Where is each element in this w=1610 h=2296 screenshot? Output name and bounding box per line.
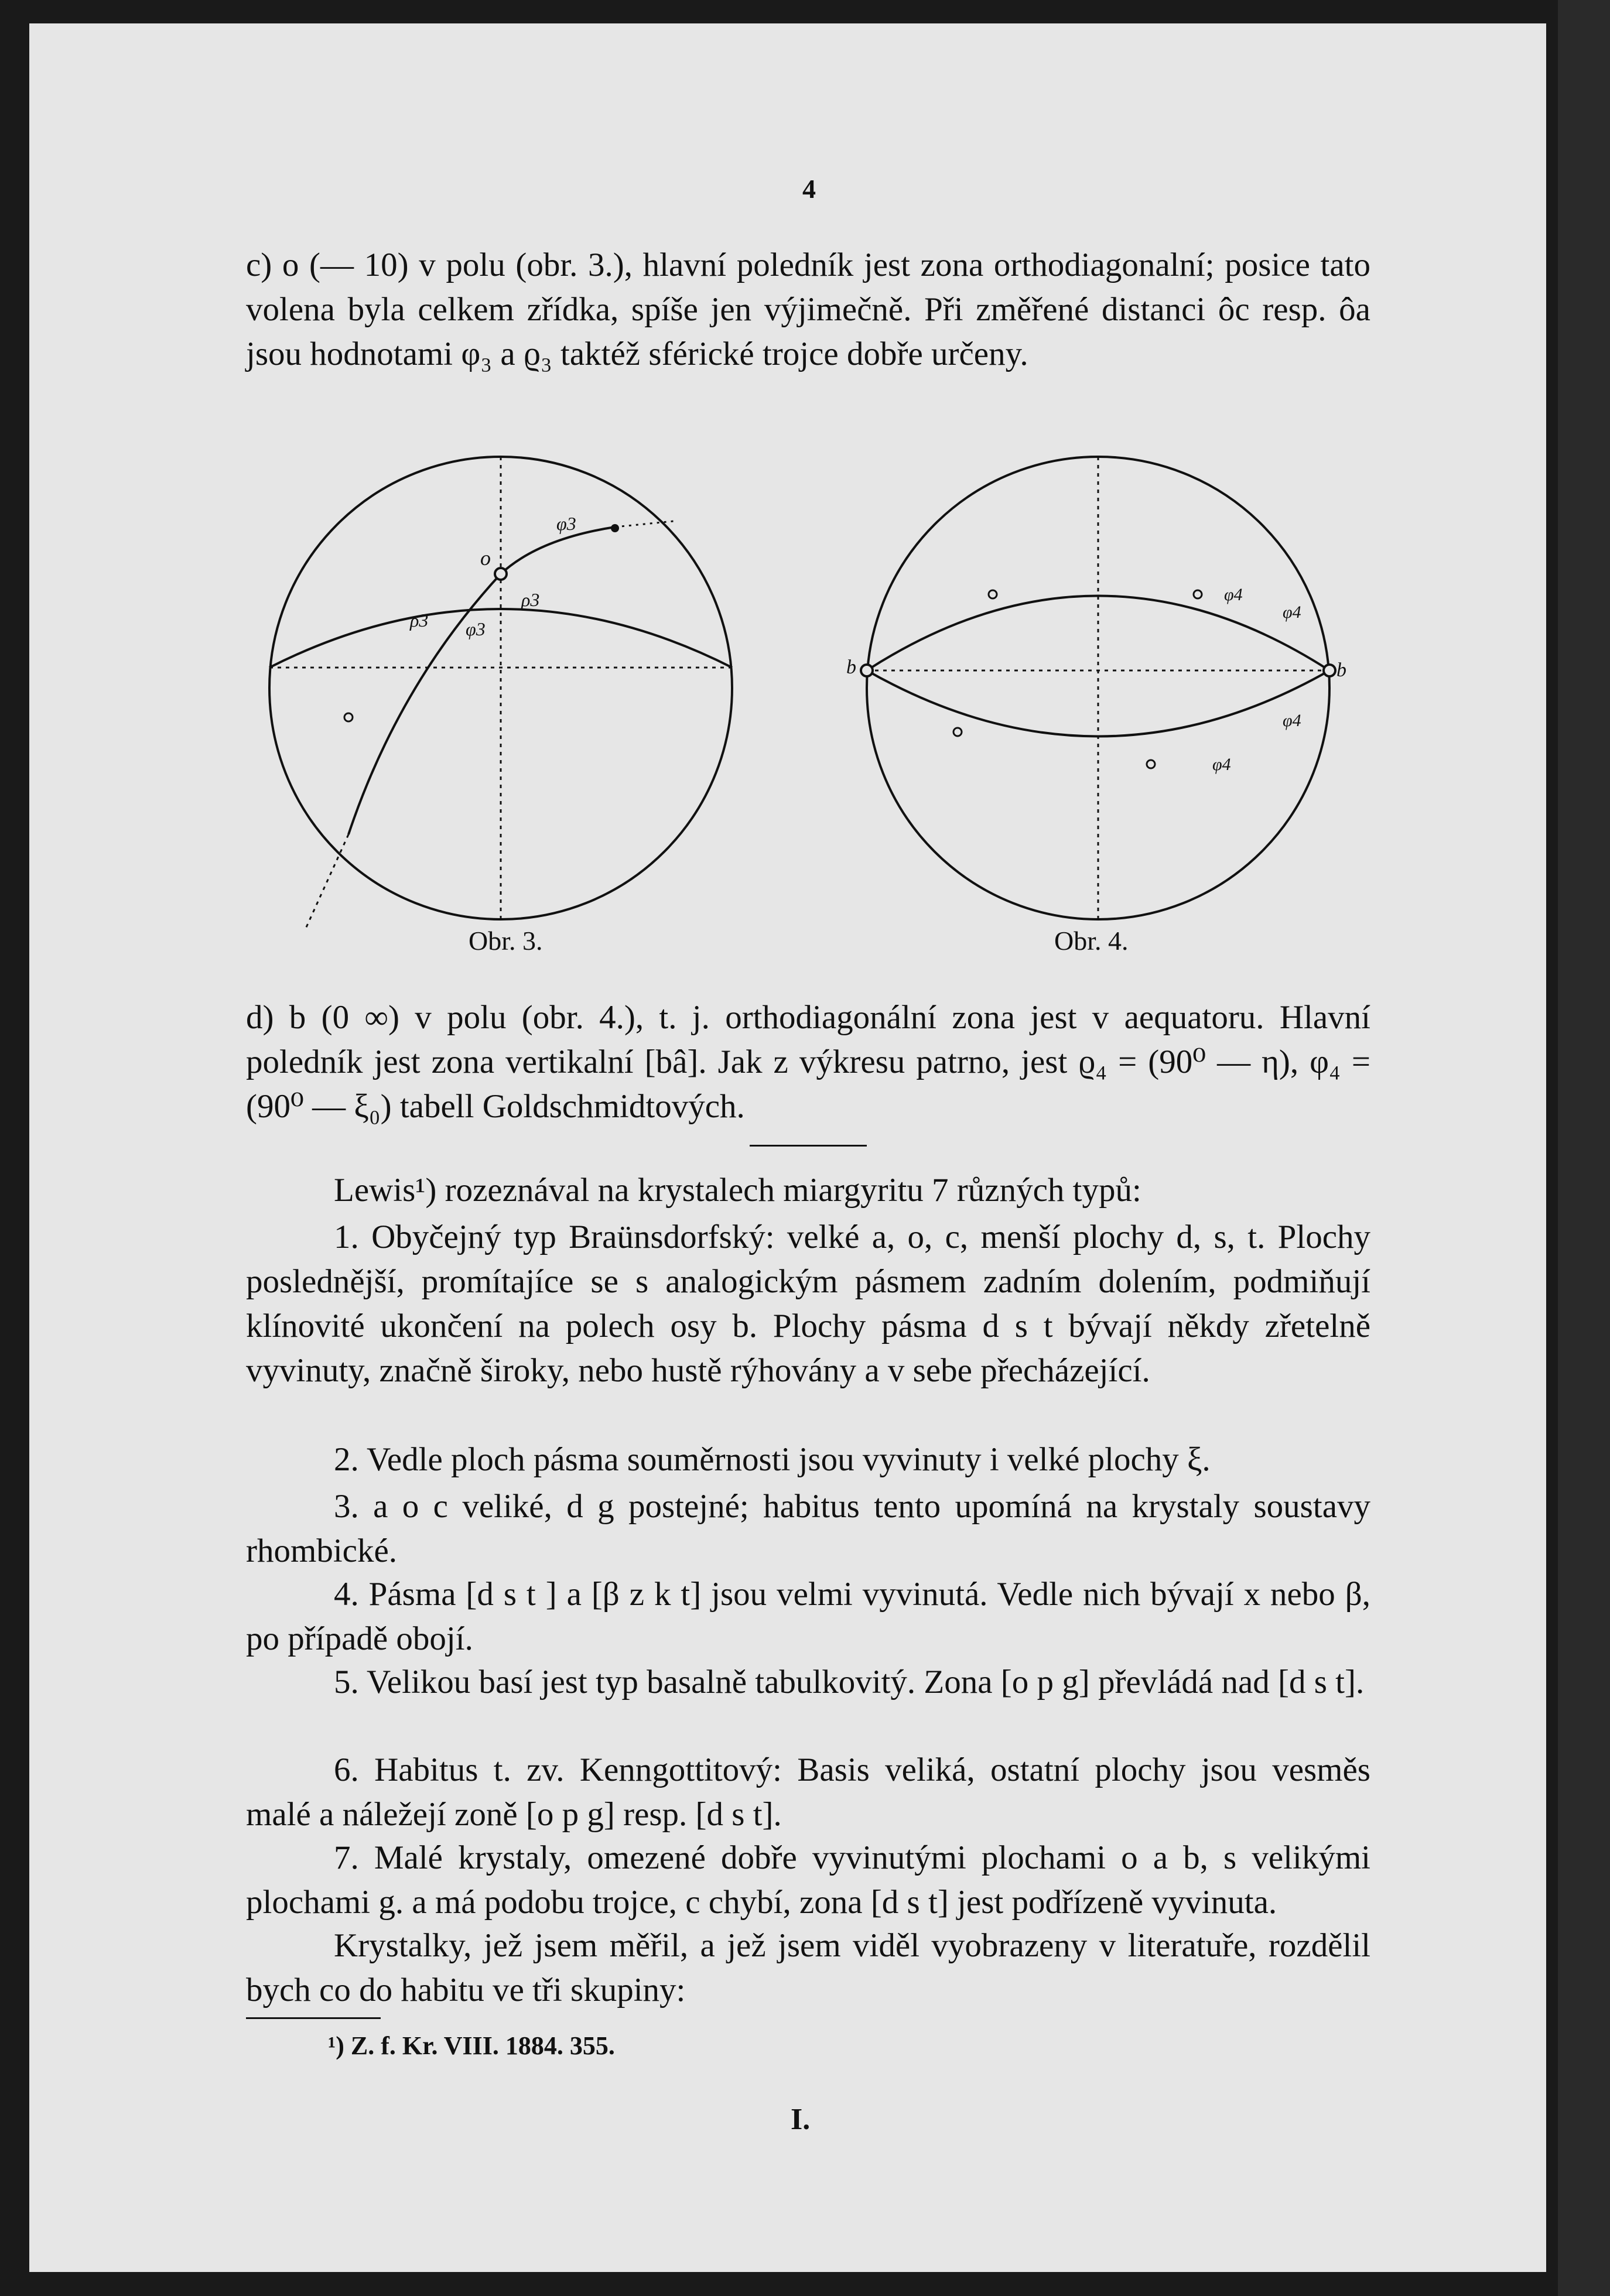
fig4-label-1: φ4 [1224,585,1243,604]
fig4-label-4: φ4 [1212,755,1231,774]
fig4-label-2: φ4 [1283,603,1301,622]
fig4-pole-1 [989,590,997,598]
type-6: 6. Habitus t. zv. Kenngottitový: Basis veliká, ostatní plochy jsou vesměs malé a náležejí zoně [o p g] resp. [d s t]. [246,1751,1370,1833]
type-3: 3. a o c veliké, d g postejné; habitus tento upomíná na krystaly soustavy rhombické. [246,1488,1370,1569]
type-7: 7. Malé krystaly, omezené dobře vyvinutými plochami o a b, s velikými plochami g. a má podobu trojce, c chybí, zona [d s t] jest podřízeně vyvinuta. [246,1839,1370,1921]
paragraph-c: c) o (— 10) v polu (obr. 3.), hlavní poledník jest zona orthodiagonalní; posice tato volena byla celkem zřídka, spíše jen výjimečně. Při změřené distanci ôc resp. ôa jsou hodnotami φ₃ a ϱ₃ taktéž sférické trojce dobře určeny. [246,247,1370,372]
fig4-pole-b-left [861,665,873,676]
caption-fig4: Obr. 4. [1054,926,1129,956]
fig3-pole-point [344,713,353,721]
fig4-label-b-right: b [1336,659,1346,681]
lewis-intro: Lewis¹) rozeznával na krystalech miargyritu 7 různých typů: [334,1172,1141,1209]
closing-paragraph: Krystalky, jež jsem měřil, a jež jsem viděl vyobrazeny v literatuře, rozdělil bych co do habitu ve tři skupiny: [246,1927,1370,2008]
figure-3 [264,451,738,925]
fig3-pole-point-2 [611,524,619,532]
fig3-zone-dashed [305,834,348,931]
fig4-pole-3 [953,728,962,736]
fig3-zone-arc [348,527,615,834]
fig3-label-phi3-top: φ3 [556,513,576,534]
section-rule [750,1145,867,1147]
fig3-pole-o [495,568,507,580]
page-number: 4 [802,174,816,204]
fig3-label-rho3-right: ρ3 [521,589,540,610]
type-2: 2. Vedle ploch pásma souměrnosti jsou vyvinuty i velké plochy ξ. [334,1441,1211,1478]
binding-edge [1558,0,1610,2296]
fig3-label-rho3-left: ρ3 [410,610,429,631]
fig4-label-b-left: b [846,656,856,678]
signature-mark: I. [791,2103,811,2136]
fig3-label-o: o [480,546,491,570]
fig4-label-3: φ4 [1283,711,1301,730]
footnote-rule [246,2017,381,2019]
paragraph-d: d) b (0 ∞) v polu (obr. 4.), t. j. orthodiagonální zona jest v aequatoru. Hlavní poledník jest zona vertikalní [bâ]. Jak z výkresu patrno, jest ϱ₄ = (90⁰ — η), φ₄ = (90⁰ — ξ₀) tabell Goldschmidtových. [246,999,1370,1125]
fig4-pole-2 [1194,590,1202,598]
figure-4 [846,451,1346,925]
footnote: ¹) Z. f. Kr. VIII. 1884. 355. [328,2031,615,2060]
caption-fig3: Obr. 3. [469,926,543,956]
type-5: 5. Velikou basí jest typ basalně tabulkovitý. Zona [o p g] převládá nad [d s t]. [334,1664,1365,1700]
fig3-label-phi3-mid: φ3 [466,618,486,639]
fig4-pole-4 [1147,760,1155,768]
type-4: 4. Pásma [d s t ] a [β z k t] jsou velmi vyvinutá. Vedle nich bývají x nebo β, po případě obojí. [246,1576,1370,1657]
fig4-pole-b-right [1324,665,1335,676]
type-1: 1. Obyčejný typ Braünsdorfský: velké a, o, c, menší plochy d, s, t. Plochy poslednější, promítajíce se s analogickým pásmem zadním dolením, podmiňují klínovité ukončení na polech osy b. Plochy pásma d s t bývají někdy zřetelně vyvinuty, značně široky, nebo hustě rýhovány a v sebe přecházející. [246,1219,1370,1389]
